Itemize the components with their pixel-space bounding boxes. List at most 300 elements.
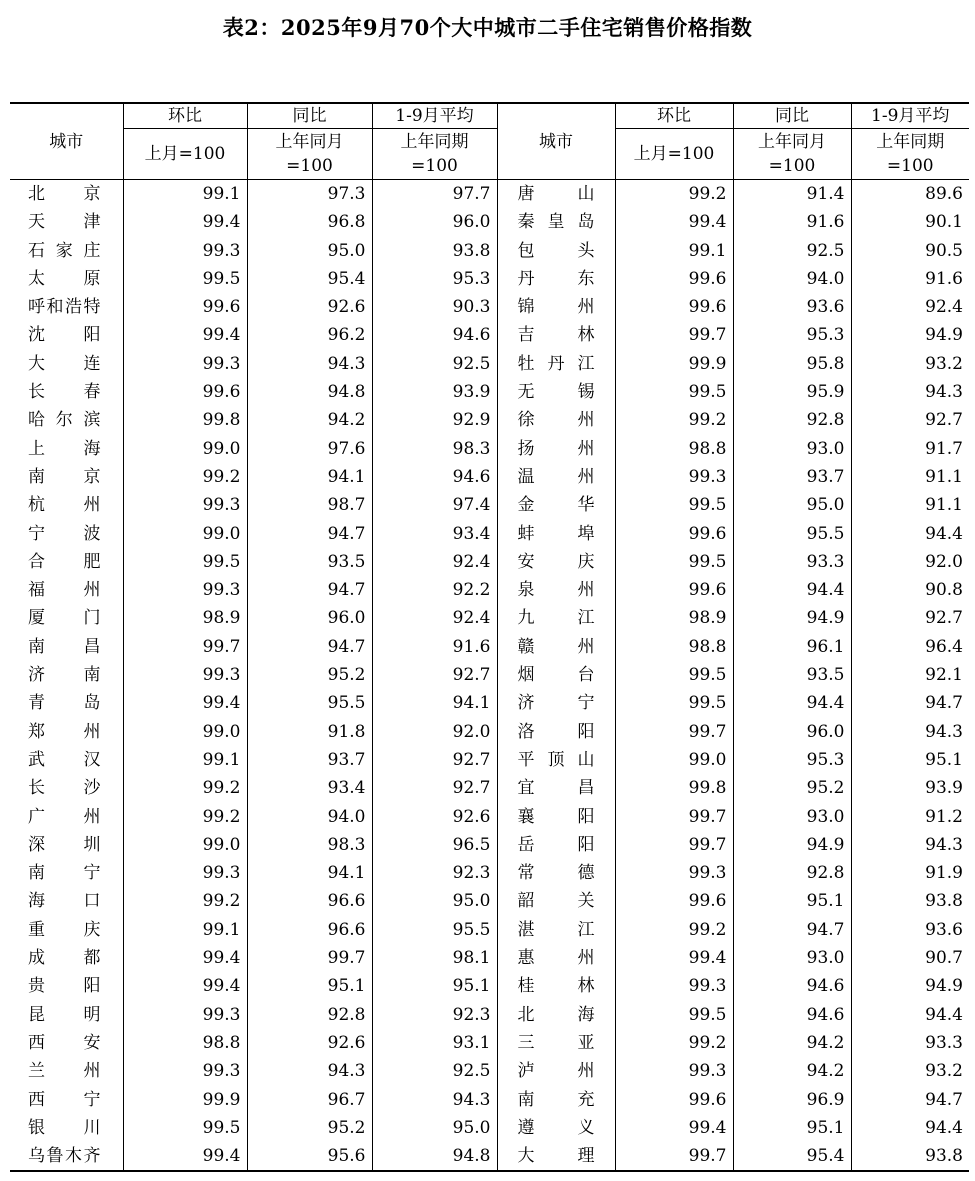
header-avg-base-line2: =100 [886,156,934,176]
cell-avg-right: 94.7 [851,1086,969,1114]
cell-mom-left: 99.3 [123,1001,247,1029]
cell-avg-right: 94.9 [851,972,969,1000]
cell-mom-right: 99.5 [615,661,733,689]
cell-yoy-right: 92.8 [733,859,851,887]
cell-mom-left: 99.3 [123,1057,247,1085]
cell-city-left: 南京 [28,466,101,487]
cell-city-right: 蚌埠 [497,520,615,548]
cell-mom-left: 98.8 [123,1029,247,1057]
cell-mom-left: 99.3 [123,661,247,689]
table-row [10,180,969,209]
price-index-table [10,102,969,1172]
cell-city-left: 北京 [28,184,101,204]
cell-city-left: 成都 [28,948,101,969]
header-avg-base-right [851,129,969,180]
cell-mom-right: 99.4 [615,208,733,236]
header-yoy-base-left [247,129,372,180]
header-yoy-base-line2: =100 [768,156,816,176]
table-row [10,1114,969,1142]
cell-yoy-left: 94.1 [247,463,372,491]
table-row [10,491,969,519]
cell-city-right: 北海 [497,1001,615,1029]
cell-yoy-left: 95.0 [247,237,372,265]
cell-mom-right: 99.5 [615,1001,733,1029]
header-avg-base-line1: 上年同期 [400,132,469,152]
cell-mom-right: 99.7 [615,321,733,349]
cell-avg-left: 94.8 [372,1142,497,1171]
cell-avg-right: 90.8 [851,576,969,604]
cell-mom-right: 99.5 [615,689,733,717]
cell-avg-left: 94.6 [372,321,497,349]
cell-city-left: 天津 [28,212,101,233]
cell-mom-right: 99.2 [615,916,733,944]
cell-city-right: 牡丹江 [497,350,615,378]
cell-avg-left: 92.5 [372,1057,497,1085]
table-row [10,237,969,265]
cell-yoy-right: 95.4 [733,1142,851,1171]
cell-mom-right: 99.3 [615,1057,733,1085]
cell-yoy-left: 96.0 [247,604,372,632]
cell-avg-left: 91.6 [372,633,497,661]
cell-mom-right: 99.6 [615,293,733,321]
cell-city-right: 平顶山 [497,746,615,774]
header-yoy-right: 同比 [733,103,851,129]
cell-yoy-left: 91.8 [247,718,372,746]
table-row [10,803,969,831]
header-mom-base-left: 上月=100 [123,129,247,180]
table-row [10,576,969,604]
cell-mom-left: 99.5 [123,1114,247,1142]
cell-avg-right: 93.8 [851,887,969,915]
cell-avg-left: 95.3 [372,265,497,293]
cell-mom-left: 99.4 [123,208,247,236]
cell-mom-left: 99.0 [123,520,247,548]
cell-city-left: 乌鲁木齐 [10,1142,123,1171]
table-row [10,435,969,463]
cell-yoy-right: 95.3 [733,746,851,774]
cell-mom-right: 99.8 [615,774,733,802]
cell-avg-right: 90.5 [851,237,969,265]
cell-mom-right: 99.6 [615,887,733,915]
cell-avg-left: 92.7 [372,661,497,689]
cell-yoy-right: 94.4 [733,576,851,604]
cell-yoy-right: 93.0 [733,944,851,972]
cell-city-left: 西安 [28,1032,101,1053]
table-row [10,604,969,632]
cell-yoy-right: 96.0 [733,718,851,746]
table-row [10,293,969,321]
cell-city-right: 遵义 [497,1114,615,1142]
cell-mom-left: 99.5 [123,548,247,576]
cell-avg-right: 92.0 [851,548,969,576]
cell-city-left: 济南 [28,665,101,686]
header-avg-base-line1: 上年同期 [876,132,945,152]
cell-yoy-left: 94.7 [247,520,372,548]
cell-mom-right: 99.3 [615,972,733,1000]
header-city-left: 城市 [10,103,123,180]
cell-city-left: 太原 [28,268,101,289]
cell-yoy-left: 93.5 [247,548,372,576]
cell-yoy-right: 93.6 [733,293,851,321]
cell-mom-right: 99.9 [615,350,733,378]
cell-yoy-left: 94.2 [247,406,372,434]
cell-yoy-right: 94.9 [733,831,851,859]
cell-mom-left: 99.4 [123,321,247,349]
cell-city-left: 石家庄 [28,240,101,261]
cell-city-right: 锦州 [497,293,615,321]
cell-avg-left: 93.8 [372,237,497,265]
cell-avg-left: 94.3 [372,1086,497,1114]
cell-mom-left: 99.3 [123,350,247,378]
cell-yoy-right: 95.0 [733,491,851,519]
cell-mom-left: 99.7 [123,633,247,661]
cell-mom-right: 99.5 [615,378,733,406]
cell-city-right: 吉林 [497,321,615,349]
cell-mom-left: 99.2 [123,463,247,491]
table-row [10,265,969,293]
cell-yoy-left: 92.6 [247,293,372,321]
cell-avg-left: 93.4 [372,520,497,548]
cell-city-left: 西宁 [28,1089,101,1110]
cell-yoy-left: 92.6 [247,1029,372,1057]
cell-avg-left: 96.0 [372,208,497,236]
cell-mom-left: 99.9 [123,1086,247,1114]
table-row [10,321,969,349]
cell-yoy-right: 91.6 [733,208,851,236]
cell-mom-right: 99.3 [615,463,733,491]
cell-avg-right: 89.6 [851,180,969,209]
table-row [10,972,969,1000]
header-city-right: 城市 [497,103,615,180]
cell-mom-right: 98.8 [615,435,733,463]
header-yoy-left: 同比 [247,103,372,129]
cell-avg-left: 98.3 [372,435,497,463]
cell-mom-left: 99.4 [123,972,247,1000]
cell-city-left: 合肥 [28,551,101,572]
cell-yoy-right: 95.1 [733,1114,851,1142]
cell-city-right: 常德 [497,859,615,887]
cell-yoy-left: 98.3 [247,831,372,859]
cell-yoy-right: 94.9 [733,604,851,632]
cell-yoy-left: 95.4 [247,265,372,293]
cell-mom-right: 99.2 [615,180,733,209]
cell-city-left: 青岛 [28,693,101,714]
cell-city-left: 哈尔滨 [28,410,101,431]
cell-city-left: 大连 [28,353,101,374]
cell-city-right: 大理 [497,1142,615,1171]
cell-avg-left: 96.5 [372,831,497,859]
cell-avg-left: 95.1 [372,972,497,1000]
cell-avg-right: 92.1 [851,661,969,689]
cell-avg-left: 92.6 [372,803,497,831]
table-row [10,208,969,236]
cell-avg-right: 92.7 [851,406,969,434]
cell-yoy-right: 95.9 [733,378,851,406]
cell-mom-left: 99.4 [123,944,247,972]
cell-mom-left: 99.0 [123,718,247,746]
cell-avg-left: 95.0 [372,1114,497,1142]
table-row [10,1001,969,1029]
cell-city-right: 洛阳 [497,718,615,746]
cell-mom-right: 99.0 [615,746,733,774]
cell-yoy-left: 95.6 [247,1142,372,1171]
cell-city-right: 宜昌 [497,774,615,802]
cell-city-right: 扬州 [497,435,615,463]
cell-mom-left: 99.4 [123,1142,247,1171]
header-avg-right: 1-9月平均 [851,103,969,129]
cell-city-right: 温州 [497,463,615,491]
table-row [10,350,969,378]
cell-mom-left: 99.3 [123,237,247,265]
cell-yoy-right: 94.2 [733,1057,851,1085]
cell-city-right: 襄阳 [497,803,615,831]
cell-city-left: 宁波 [28,523,101,544]
cell-city-right: 秦皇岛 [497,208,615,236]
cell-avg-right: 94.3 [851,718,969,746]
cell-avg-right: 94.7 [851,689,969,717]
cell-mom-right: 99.2 [615,406,733,434]
cell-avg-right: 91.9 [851,859,969,887]
cell-mom-left: 99.1 [123,746,247,774]
cell-city-right: 金华 [497,491,615,519]
cell-mom-left: 99.2 [123,887,247,915]
cell-city-left: 长春 [28,382,101,403]
table-row [10,463,969,491]
header-yoy-base-line1: 上年同月 [758,132,826,152]
cell-yoy-left: 92.8 [247,1001,372,1029]
cell-avg-right: 91.6 [851,265,969,293]
cell-avg-right: 95.1 [851,746,969,774]
cell-yoy-left: 98.7 [247,491,372,519]
cell-avg-left: 92.4 [372,548,497,576]
cell-yoy-left: 94.7 [247,633,372,661]
cell-city-right: 烟台 [497,661,615,689]
cell-city-right: 湛江 [497,916,615,944]
cell-avg-right: 90.7 [851,944,969,972]
cell-mom-right: 99.6 [615,576,733,604]
cell-city-right: 三亚 [497,1029,615,1057]
cell-mom-right: 99.1 [615,237,733,265]
cell-yoy-right: 94.4 [733,689,851,717]
cell-yoy-right: 94.6 [733,1001,851,1029]
header-avg-left: 1-9月平均 [372,103,497,129]
cell-mom-right: 99.6 [615,520,733,548]
cell-avg-right: 93.2 [851,1057,969,1085]
cell-city-right: 韶关 [497,887,615,915]
cell-mom-left: 99.4 [123,689,247,717]
cell-mom-left: 99.5 [123,265,247,293]
cell-avg-left: 92.0 [372,718,497,746]
cell-yoy-right: 93.3 [733,548,851,576]
table-row [10,887,969,915]
header-mom-left: 环比 [123,103,247,129]
cell-yoy-left: 94.0 [247,803,372,831]
cell-city-left: 南宁 [28,863,101,884]
cell-city-left: 重庆 [28,919,101,940]
cell-city-left: 呼和浩特 [28,297,101,318]
cell-city-left: 郑州 [28,721,101,742]
cell-yoy-left: 95.1 [247,972,372,1000]
cell-city-right: 泉州 [497,576,615,604]
cell-city-left: 长沙 [28,778,101,799]
cell-yoy-left: 95.2 [247,1114,372,1142]
cell-mom-right: 99.7 [615,803,733,831]
cell-yoy-left: 97.3 [247,180,372,209]
cell-avg-right: 94.4 [851,520,969,548]
table-row [10,718,969,746]
cell-mom-left: 99.6 [123,293,247,321]
cell-mom-right: 99.6 [615,1086,733,1114]
cell-avg-right: 91.1 [851,491,969,519]
cell-avg-right: 94.3 [851,378,969,406]
cell-yoy-left: 96.2 [247,321,372,349]
cell-city-right: 徐州 [497,406,615,434]
cell-yoy-left: 94.7 [247,576,372,604]
cell-yoy-right: 93.0 [733,435,851,463]
table-row [10,1086,969,1114]
cell-city-left: 上海 [28,438,101,459]
cell-mom-right: 99.5 [615,491,733,519]
table-row [10,661,969,689]
cell-city-right: 惠州 [497,944,615,972]
table-row [10,520,969,548]
header-yoy-base-line1: 上年同月 [275,132,344,152]
cell-avg-left: 95.5 [372,916,497,944]
cell-yoy-right: 96.1 [733,633,851,661]
cell-mom-right: 99.7 [615,1142,733,1171]
cell-mom-right: 99.7 [615,718,733,746]
cell-city-right: 泸州 [497,1057,615,1085]
cell-avg-left: 92.5 [372,350,497,378]
cell-mom-right: 99.5 [615,548,733,576]
cell-yoy-right: 92.5 [733,237,851,265]
cell-avg-right: 93.9 [851,774,969,802]
cell-yoy-left: 96.7 [247,1086,372,1114]
cell-yoy-left: 96.8 [247,208,372,236]
cell-mom-right: 99.6 [615,265,733,293]
table-row [10,406,969,434]
header-yoy-base-right [733,129,851,180]
cell-avg-right: 94.3 [851,831,969,859]
cell-mom-left: 99.2 [123,803,247,831]
cell-mom-right: 99.2 [615,1029,733,1057]
cell-yoy-right: 93.5 [733,661,851,689]
cell-mom-left: 98.9 [123,604,247,632]
cell-mom-left: 99.3 [123,491,247,519]
cell-mom-right: 98.8 [615,633,733,661]
cell-city-left: 深圳 [28,834,101,855]
cell-city-right: 包头 [497,237,615,265]
cell-avg-right: 96.4 [851,633,969,661]
cell-city-left: 兰州 [28,1061,101,1082]
cell-avg-left: 97.7 [372,180,497,209]
cell-avg-left: 92.7 [372,774,497,802]
cell-city-left: 杭州 [28,495,101,516]
cell-yoy-left: 96.6 [247,916,372,944]
cell-city-left: 银川 [28,1117,101,1138]
cell-yoy-left: 96.6 [247,887,372,915]
cell-city-right: 南充 [497,1086,615,1114]
cell-yoy-left: 94.3 [247,350,372,378]
table-row [10,378,969,406]
cell-mom-left: 99.1 [123,180,247,209]
cell-yoy-right: 95.5 [733,520,851,548]
cell-avg-right: 90.1 [851,208,969,236]
cell-city-left: 海口 [28,891,101,912]
table-row [10,944,969,972]
table-row [10,1029,969,1057]
cell-city-right: 丹东 [497,265,615,293]
cell-yoy-right: 94.2 [733,1029,851,1057]
header-avg-base-line2: =100 [411,156,458,176]
table-row [10,1057,969,1085]
cell-mom-right: 99.4 [615,944,733,972]
cell-yoy-left: 97.6 [247,435,372,463]
cell-avg-right: 93.8 [851,1142,969,1171]
cell-mom-left: 99.0 [123,831,247,859]
cell-city-left: 贵阳 [28,976,101,997]
cell-city-right: 九江 [497,604,615,632]
cell-avg-left: 90.3 [372,293,497,321]
cell-avg-left: 95.0 [372,887,497,915]
cell-yoy-right: 95.3 [733,321,851,349]
cell-mom-left: 99.6 [123,378,247,406]
cell-yoy-right: 94.6 [733,972,851,1000]
table-row [10,633,969,661]
cell-yoy-right: 93.0 [733,803,851,831]
cell-yoy-left: 94.3 [247,1057,372,1085]
cell-mom-left: 99.3 [123,859,247,887]
cell-yoy-right: 95.8 [733,350,851,378]
cell-yoy-left: 95.5 [247,689,372,717]
table-row [10,746,969,774]
cell-yoy-right: 93.7 [733,463,851,491]
cell-yoy-right: 95.1 [733,887,851,915]
cell-avg-left: 93.9 [372,378,497,406]
cell-mom-left: 99.2 [123,774,247,802]
table-body [10,180,969,1172]
cell-city-left: 沈阳 [28,325,101,346]
cell-city-right: 唐山 [497,180,615,209]
cell-avg-right: 93.3 [851,1029,969,1057]
cell-yoy-left: 93.7 [247,746,372,774]
cell-city-right: 无锡 [497,378,615,406]
header-mom-base-right: 上月=100 [615,129,733,180]
table-row [10,831,969,859]
cell-yoy-right: 92.8 [733,406,851,434]
cell-city-left: 南昌 [28,636,101,657]
cell-yoy-right: 91.4 [733,180,851,209]
cell-yoy-right: 94.7 [733,916,851,944]
cell-yoy-right: 95.2 [733,774,851,802]
header-yoy-base-line2: =100 [286,156,333,176]
table-row [10,859,969,887]
cell-city-left: 厦门 [28,608,101,629]
cell-avg-right: 91.1 [851,463,969,491]
table-row [10,548,969,576]
table-row [10,1142,969,1171]
cell-city-left: 广州 [28,806,101,827]
cell-avg-right: 92.7 [851,604,969,632]
cell-mom-right: 98.9 [615,604,733,632]
cell-city-right: 岳阳 [497,831,615,859]
cell-city-left: 昆明 [28,1004,101,1025]
cell-avg-right: 94.4 [851,1114,969,1142]
cell-avg-left: 97.4 [372,491,497,519]
cell-city-right: 济宁 [497,689,615,717]
cell-mom-right: 99.4 [615,1114,733,1142]
cell-avg-left: 92.3 [372,859,497,887]
